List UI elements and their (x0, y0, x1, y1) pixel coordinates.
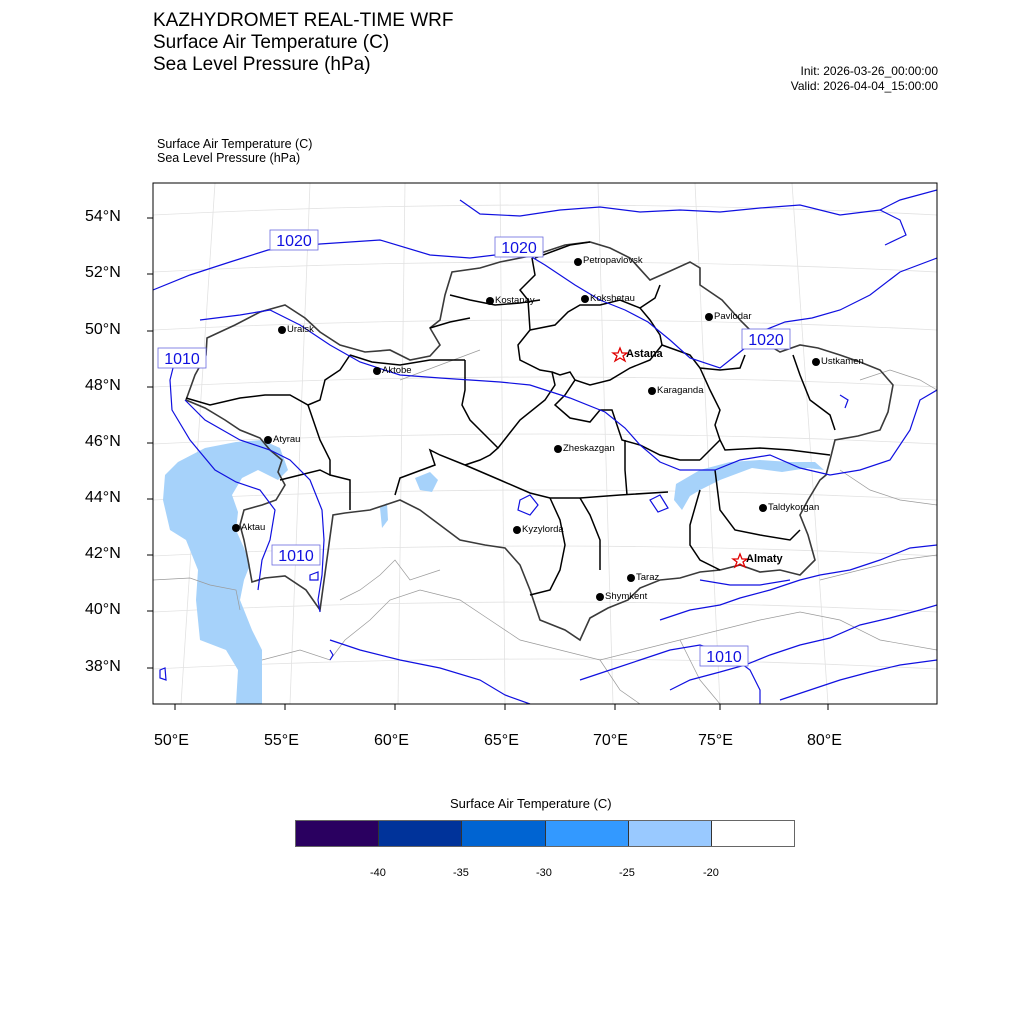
lon-tick-label: 80°E (807, 732, 842, 749)
city-label-aktau: Aktau (241, 522, 266, 533)
city-label-astana: Astana (626, 348, 663, 360)
title-line-3: Sea Level Pressure (hPa) (153, 54, 371, 75)
colorbar-swatch (379, 821, 462, 846)
isobar-label: 1020 (501, 240, 537, 257)
isobar-label: 1010 (278, 548, 314, 565)
lon-tick-label: 50°E (154, 732, 189, 749)
colorbar-swatch (712, 821, 794, 846)
capital-stars (613, 348, 747, 567)
valid-time: Valid: 2026-04-04_15:00:00 (790, 79, 938, 93)
lat-tick-label: 44°N (85, 489, 121, 506)
colorbar-label: -25 (619, 867, 635, 879)
city-label-shymkent: Shymkent (605, 591, 648, 602)
lon-tick-label: 65°E (484, 732, 519, 749)
isobar-label: 1010 (706, 649, 742, 666)
city-label-petropavlovsk: Petropavlovsk (583, 255, 643, 266)
city-label-kostanay: Kostanay (495, 295, 535, 306)
subtitle-line-1: Surface Air Temperature (C) (157, 137, 313, 151)
plot-frame (153, 183, 937, 704)
city-label-kyzylorda: Kyzylorda (522, 524, 564, 535)
lat-tick-label: 46°N (85, 433, 121, 450)
lat-tick-label: 38°N (85, 658, 121, 675)
lon-tick-label: 70°E (593, 732, 628, 749)
lon-tick-label: 60°E (374, 732, 409, 749)
colorbar (295, 820, 795, 847)
lon-tick-label: 75°E (698, 732, 733, 749)
city-dot (373, 367, 381, 375)
city-label-pavlodar: Pavlodar (714, 311, 752, 322)
colorbar-swatch (296, 821, 379, 846)
colorbar-label: -35 (453, 867, 469, 879)
city-dot (759, 504, 767, 512)
city-dot (627, 574, 635, 582)
city-dot (581, 295, 589, 303)
lon-tick-label: 55°E (264, 732, 299, 749)
city-dot (812, 358, 820, 366)
colorbar-label: -40 (370, 867, 386, 879)
isobar-label: 1020 (748, 332, 784, 349)
lat-tick-label: 50°N (85, 321, 121, 338)
city-dot (513, 526, 521, 534)
star-icon (613, 348, 627, 361)
lat-tick-label: 42°N (85, 545, 121, 562)
init-time: Init: 2026-03-26_00:00:00 (800, 64, 938, 78)
city-label-aktobe: Aktobe (382, 365, 412, 376)
city-dot (574, 258, 582, 266)
lat-tick-label: 52°N (85, 264, 121, 281)
colorbar-title: Surface Air Temperature (C) (450, 796, 612, 811)
title-line-1: KAZHYDROMET REAL-TIME WRF (153, 10, 454, 31)
colorbar-label: -20 (703, 867, 719, 879)
city-label-almaty: Almaty (746, 553, 783, 565)
city-label-taldykorgan: Taldykorgan (768, 502, 820, 513)
city-dot (554, 445, 562, 453)
isobar-label: 1010 (164, 351, 200, 368)
lat-tick-label: 54°N (85, 208, 121, 225)
city-label-ustkamen: Ustkamen (821, 356, 864, 367)
city-dot (648, 387, 656, 395)
city-label-atyrau: Atyrau (273, 434, 301, 445)
city-label-zheskazgan: Zheskazgan (563, 443, 615, 454)
city-label-uralsk: Uralsk (287, 324, 314, 335)
colorbar-swatch (546, 821, 629, 846)
graticule (153, 183, 937, 704)
lat-tick-label: 48°N (85, 377, 121, 394)
title-line-2: Surface Air Temperature (C) (153, 32, 390, 53)
city-dot (264, 436, 272, 444)
subtitle-line-2: Sea Level Pressure (hPa) (157, 151, 301, 165)
city-dot (705, 313, 713, 321)
city-label-taraz: Taraz (636, 572, 660, 583)
city-dot (232, 524, 240, 532)
city-label-kokshetau: Kokshetau (590, 293, 635, 304)
colorbar-swatch (629, 821, 712, 846)
colorbar-label: -30 (536, 867, 552, 879)
colorbar-swatch (462, 821, 545, 846)
city-label-karaganda: Karaganda (657, 385, 704, 396)
isobar-label: 1020 (276, 233, 312, 250)
city-dot (486, 297, 494, 305)
city-dot (596, 593, 604, 601)
city-dot (278, 326, 286, 334)
lat-tick-label: 40°N (85, 601, 121, 618)
